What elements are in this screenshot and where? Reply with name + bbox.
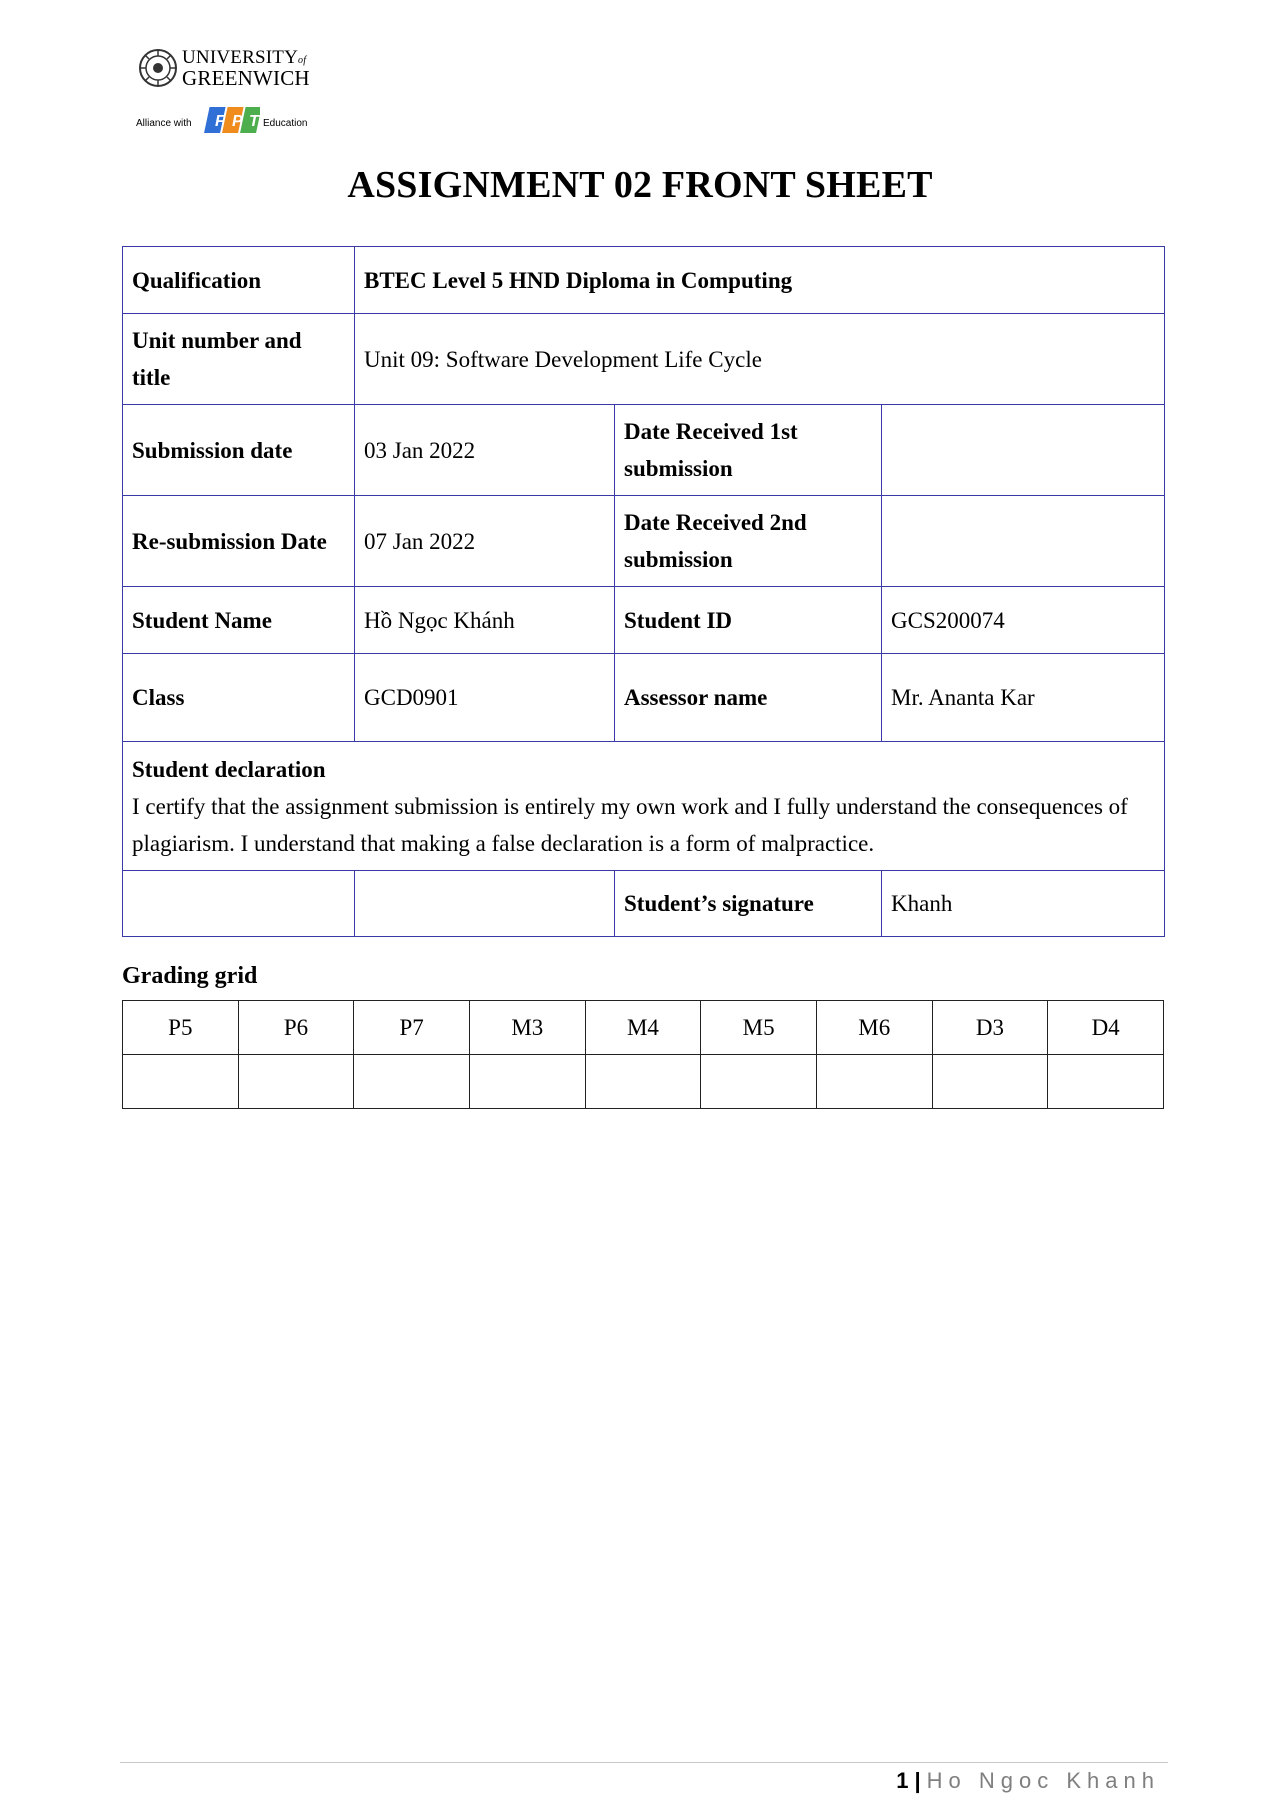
grade-cell-m3	[469, 1055, 585, 1109]
grade-header-p5: P5	[123, 1001, 239, 1055]
grading-grid-value-row	[123, 1055, 1164, 1109]
university-name-line2: GREENWICH	[182, 66, 310, 90]
date-received-2-value	[882, 496, 1165, 587]
resubmission-value: 07 Jan 2022	[355, 496, 615, 587]
row-unit	[123, 314, 1165, 405]
row-signature	[123, 871, 1165, 937]
grade-cell-m6	[816, 1055, 932, 1109]
university-crest-icon	[138, 48, 178, 88]
grade-cell-p6	[238, 1055, 354, 1109]
university-word: UNIVERSITY	[182, 47, 298, 68]
date-received-1-label: Date Received 1st submission	[615, 405, 882, 496]
student-name-value: Hồ Ngọc Khánh	[355, 587, 615, 654]
row-declaration	[123, 742, 1165, 871]
assessor-label: Assessor name	[615, 654, 882, 742]
page-number: 1	[896, 1768, 909, 1793]
footer-divider	[120, 1762, 1168, 1763]
grade-header-p7: P7	[354, 1001, 470, 1055]
declaration-title: Student declaration	[132, 756, 326, 782]
class-value: GCD0901	[355, 654, 615, 742]
education-text: Education	[263, 118, 308, 129]
student-id-value: GCS200074	[882, 587, 1165, 654]
alliance-text: Alliance with	[136, 118, 192, 129]
unit-value: Unit 09: Software Development Life Cycle	[355, 314, 1165, 405]
signature-empty-cell-1	[123, 871, 355, 937]
grade-header-d3: D3	[932, 1001, 1048, 1055]
grade-cell-d3	[932, 1055, 1048, 1109]
footer-separator: |	[914, 1768, 921, 1793]
front-sheet-table	[122, 246, 1165, 937]
grading-grid-table	[122, 1000, 1164, 1109]
grade-cell-d4	[1048, 1055, 1164, 1109]
footer-author: Ho Ngoc Khanh	[926, 1768, 1160, 1793]
unit-label: Unit number and title	[123, 314, 355, 405]
university-of: of	[298, 55, 307, 66]
grade-header-p6: P6	[238, 1001, 354, 1055]
fpt-letter-f: F	[215, 113, 225, 130]
grade-cell-m4	[585, 1055, 701, 1109]
student-id-label: Student ID	[615, 587, 882, 654]
page-footer	[896, 1768, 1160, 1794]
fpt-logo-icon	[202, 105, 260, 135]
grade-cell-p7	[354, 1055, 470, 1109]
grade-header-m6: M6	[816, 1001, 932, 1055]
resubmission-label: Re-submission Date	[123, 496, 355, 587]
grade-cell-m5	[701, 1055, 817, 1109]
university-logo	[134, 44, 334, 144]
grade-header-m5: M5	[701, 1001, 817, 1055]
grade-header-m4: M4	[585, 1001, 701, 1055]
date-received-1-value	[882, 405, 1165, 496]
row-class	[123, 654, 1165, 742]
submission-date-value: 03 Jan 2022	[355, 405, 615, 496]
declaration-text: I certify that the assignment submission is entirely my own work and I fully understand the consequences of plagiarism. I understand that making a false declaration is a form of malpractice.	[132, 793, 1128, 856]
signature-empty-cell-2	[355, 871, 615, 937]
date-received-2-label: Date Received 2nd submission	[615, 496, 882, 587]
student-name-label: Student Name	[123, 587, 355, 654]
grading-grid-label: Grading grid	[122, 963, 258, 989]
signature-label: Student’s signature	[615, 871, 882, 937]
declaration-cell	[123, 742, 1165, 871]
grade-cell-p5	[123, 1055, 239, 1109]
class-label: Class	[123, 654, 355, 742]
qualification-label: Qualification	[123, 247, 355, 314]
fpt-letter-p: P	[232, 113, 243, 130]
signature-value: Khanh	[882, 871, 1165, 937]
grade-header-m3: M3	[469, 1001, 585, 1055]
row-submission	[123, 405, 1165, 496]
row-resubmission	[123, 496, 1165, 587]
grading-grid-header-row	[123, 1001, 1164, 1055]
page-title: ASSIGNMENT 02 FRONT SHEET	[347, 164, 933, 206]
submission-date-label: Submission date	[123, 405, 355, 496]
grade-header-d4: D4	[1048, 1001, 1164, 1055]
qualification-value: BTEC Level 5 HND Diploma in Computing	[355, 247, 1165, 314]
row-student	[123, 587, 1165, 654]
assessor-value: Mr. Ananta Kar	[882, 654, 1165, 742]
fpt-letter-t: T	[249, 113, 259, 130]
row-qualification	[123, 247, 1165, 314]
